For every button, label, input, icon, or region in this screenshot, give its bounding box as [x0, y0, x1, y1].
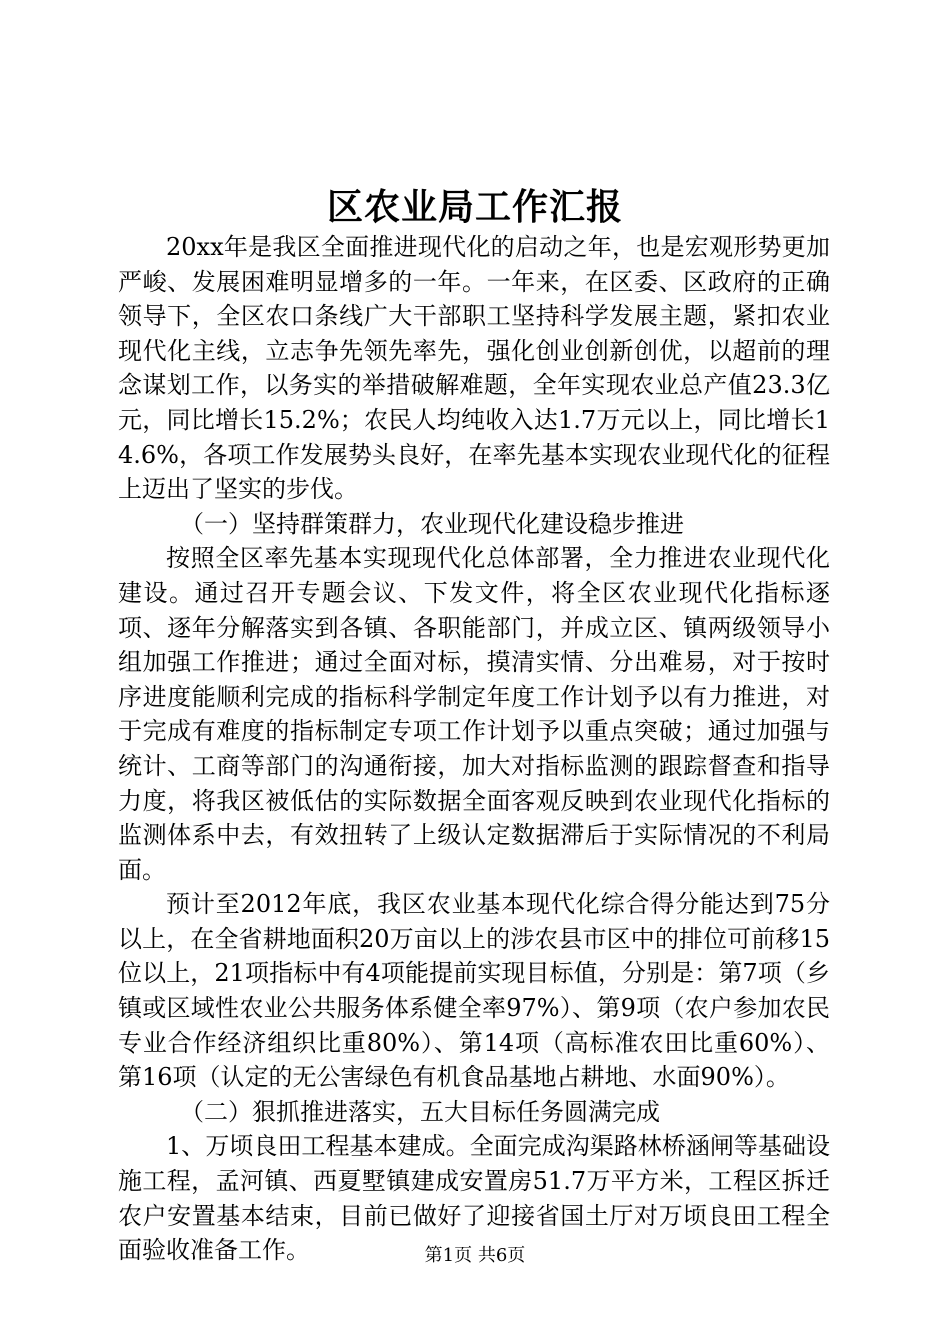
document-title: 区农业局工作汇报 [326, 186, 623, 228]
intro-paragraph: 20xx年是我区全面推进现代化的启动之年，也是宏观形势更加严峻、发展困难明显增多的一年。一年来，在区委、区政府的正确领导下，全区农口条线广大干部职工坚持科学发展主题，紧扣农业现代化主线，立志争先领先率先，强化创业创新创优，以超前的理念谋划工作，以务实的举措破解难题，全年实现农业总产值23.3亿元，同比增长15.2%；农民人均纯收入达1.7万元以上，同比增长14.6%，各项工作发展势头良好，在率先基本实现农业现代化的征程上迈出了坚实的步伐。 [118, 233, 830, 504]
section-2-paragraph-1: 1、万顷良田工程基本建成。全面完成沟渠路林桥涵闸等基础设施工程，孟河镇、西夏墅镇建成安置房51.7万平方米，工程区拆迁农户安置基本结束，目前已做好了迎接省国土厅对万顷良田工程全面验收准备工作。 [118, 1132, 830, 1265]
document-body [118, 230, 830, 1268]
section-1-paragraph-2: 预计至2012年底，我区农业基本现代化综合得分能达到75分以上，在全省耕地面积20万亩以上的涉农县市区中的排位可前移15位以上，21项指标中有4项能提前实现目标值，分别是：第7项（乡镇或区域性农业公共服务体系健全率97%）、第9项（农户参加农民专业合作经济组织比重80%）、第14项（高标准农田比重60%）、第16项（认定的无公害绿色有机食品基地占耕地、水面90%）。 [118, 890, 830, 1092]
page-footer: 第1页 共6页 [424, 1245, 526, 1266]
section-heading-1: （一）坚持群策群力，农业现代化建设稳步推进 [180, 509, 684, 538]
section-heading-2: （二）狠抓推进落实，五大目标任务圆满完成 [180, 1097, 660, 1126]
section-1-paragraph-1: 按照全区率先基本实现现代化总体部署，全力推进农业现代化建设。通过召开专题会议、下发文件，将全区农业现代化指标逐项、逐年分解落实到各镇、各职能部门，并成立区、镇两级领导小组加强工作推进；通过全面对标，摸清实情、分出难易，对于按时序进度能顺利完成的指标科学制定年度工作计划予以有力推进，对于完成有难度的指标制定专项工作计划予以重点突破；通过加强与统计、工商等部门的沟通衔接，加大对指标监测的跟踪督查和指导力度，将我区被低估的实际数据全面客观反映到农业现代化指标的监测体系中去，有效扭转了上级认定数据滞后于实际情况的不利局面。 [118, 544, 830, 884]
